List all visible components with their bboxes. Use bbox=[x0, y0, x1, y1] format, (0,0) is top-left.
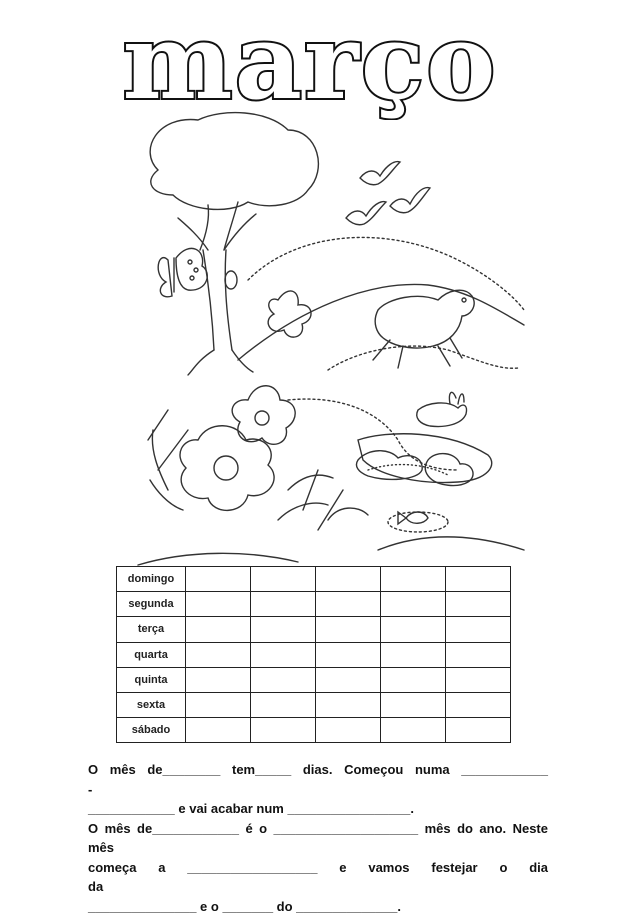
blank-cell[interactable] bbox=[381, 592, 446, 617]
blank-cell[interactable] bbox=[446, 567, 511, 592]
title-outline-lettering bbox=[60, 8, 560, 120]
blank-cell[interactable] bbox=[316, 617, 381, 642]
page-title bbox=[60, 8, 560, 120]
blank-cell[interactable] bbox=[446, 642, 511, 667]
coloring-illustration bbox=[128, 110, 526, 568]
blank-cell[interactable] bbox=[186, 642, 251, 667]
blank-cell[interactable] bbox=[251, 642, 316, 667]
blank-cell[interactable] bbox=[381, 692, 446, 717]
calendar-row bbox=[117, 592, 511, 617]
text-line-1: O mês de________ tem_____ dias. Começou numa ____________ - bbox=[88, 760, 548, 799]
blank-cell[interactable] bbox=[446, 667, 511, 692]
text-line-4: começa a __________________ e vamos festejar o dia da bbox=[88, 858, 548, 897]
blank-cell[interactable] bbox=[186, 692, 251, 717]
flowers-icon bbox=[148, 291, 368, 530]
calendar-row bbox=[117, 567, 511, 592]
day-label: segunda bbox=[117, 592, 186, 617]
blank-cell[interactable] bbox=[251, 592, 316, 617]
blank-cell[interactable] bbox=[381, 617, 446, 642]
blank-cell[interactable] bbox=[316, 642, 381, 667]
blank-cell[interactable] bbox=[251, 567, 316, 592]
blank-cell[interactable] bbox=[381, 667, 446, 692]
tree-icon bbox=[150, 113, 318, 375]
calendar-row bbox=[117, 617, 511, 642]
calendar-row bbox=[117, 718, 511, 743]
blank-cell[interactable] bbox=[316, 567, 381, 592]
blank-cell[interactable] bbox=[446, 718, 511, 743]
text-line-3: O mês de____________ é o ____________________ mês do ano. Neste mês bbox=[88, 819, 548, 858]
blank-cell[interactable] bbox=[316, 592, 381, 617]
calendar-row bbox=[117, 667, 511, 692]
title-text: março bbox=[123, 8, 498, 120]
fill-in-text bbox=[88, 760, 548, 916]
day-label: quinta bbox=[117, 667, 186, 692]
text-line-2: ____________ e vai acabar num _________________. bbox=[88, 799, 548, 819]
blank-cell[interactable] bbox=[186, 567, 251, 592]
lamb-icon bbox=[373, 290, 474, 368]
blank-cell[interactable] bbox=[316, 692, 381, 717]
blank-cell[interactable] bbox=[251, 692, 316, 717]
blank-cell[interactable] bbox=[316, 718, 381, 743]
day-label: sexta bbox=[117, 692, 186, 717]
blank-cell[interactable] bbox=[446, 592, 511, 617]
blank-cell[interactable] bbox=[381, 567, 446, 592]
blank-cell[interactable] bbox=[316, 667, 381, 692]
day-label: domingo bbox=[117, 567, 186, 592]
calendar-row bbox=[117, 692, 511, 717]
blank-cell[interactable] bbox=[186, 592, 251, 617]
day-label: sábado bbox=[117, 718, 186, 743]
blank-cell[interactable] bbox=[446, 617, 511, 642]
blank-cell[interactable] bbox=[381, 718, 446, 743]
blank-cell[interactable] bbox=[186, 617, 251, 642]
calendar-table bbox=[116, 566, 511, 743]
calendar-row bbox=[117, 642, 511, 667]
blank-cell[interactable] bbox=[186, 667, 251, 692]
blank-cell[interactable] bbox=[186, 718, 251, 743]
day-label: terça bbox=[117, 617, 186, 642]
fish-icon bbox=[388, 512, 448, 532]
blank-cell[interactable] bbox=[446, 692, 511, 717]
blank-cell[interactable] bbox=[381, 642, 446, 667]
day-label: quarta bbox=[117, 642, 186, 667]
blank-cell[interactable] bbox=[251, 617, 316, 642]
bird-icon bbox=[346, 162, 430, 225]
blank-cell[interactable] bbox=[251, 667, 316, 692]
blank-cell[interactable] bbox=[251, 718, 316, 743]
rabbit-icon bbox=[417, 392, 467, 426]
butterfly-icon bbox=[158, 248, 207, 296]
text-line-5: _______________ e o _______ do ______________. bbox=[88, 897, 548, 916]
